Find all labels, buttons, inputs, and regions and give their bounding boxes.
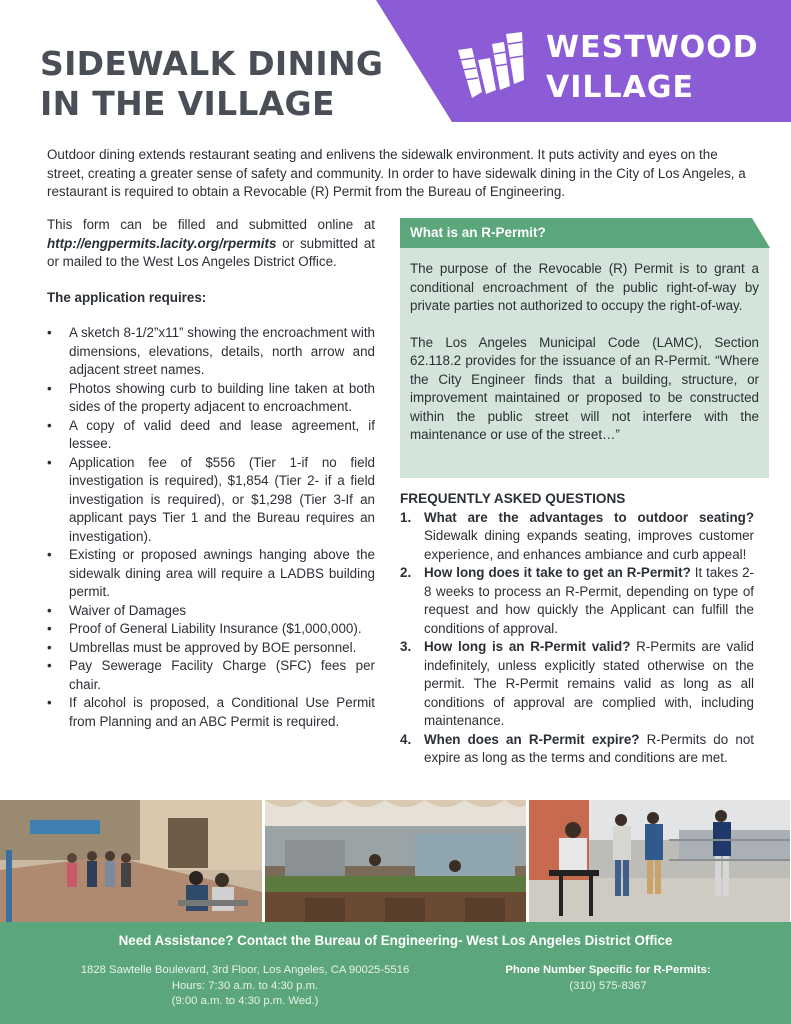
faq-list (400, 509, 754, 768)
page-title-line-2: IN THE VILLAGE (40, 84, 335, 123)
faq-number: 1. (400, 509, 412, 525)
faq-number: 3. (400, 639, 412, 654)
faq-question: What are the advantages to outdoor seating? (424, 509, 754, 525)
page-title-line-1: SIDEWALK DINING (40, 44, 384, 83)
form-text-after: or submitted at or mailed to the West Los Angeles District Office. (47, 235, 375, 269)
form-submission-text (47, 216, 375, 272)
list-item: • Waiver of Damages (47, 602, 375, 621)
footer-phone-block (478, 963, 738, 994)
footer-title: Need Assistance? Contact the Bureau of Engineering- West Los Angeles District Office (118, 933, 673, 948)
rpermit-tab (400, 218, 770, 248)
footer-phone-label: Phone Number Specific for R-Permits: (505, 964, 711, 976)
intro-paragraph: Outdoor dining extends restaurant seating and enlivens the sidewalk environment. It puts activity and eyes on the street, creating a greater sense of safety and community. In order to have sidewalk dining in the City of Los Angeles, a restaurant is required to obtain a Revocable (R) Permit from the Bureau of Engineering. (47, 147, 746, 199)
faq-answer: R-Permits do not expire as long as the terms and conditions are met. (424, 731, 754, 765)
footer-address: 1828 Sawtelle Boulevard, 3rd Floor, Los Angeles, CA 90025-5516 (80, 964, 410, 976)
rpermit-info-box (400, 218, 770, 478)
requirements-heading: The application requires: (47, 289, 207, 305)
faq-heading: FREQUENTLY ASKED QUESTIONS (400, 491, 626, 506)
list-item: • Proof of General Liability Insurance ($1,000,000). (47, 620, 375, 639)
header (0, 0, 791, 128)
faq-item (400, 638, 754, 731)
form-text-before: This form can be filled and submitted online at (47, 217, 375, 232)
rpermit-heading: What is an R-Permit? (410, 225, 546, 240)
list-item: • Application fee of $556 (Tier 1-if no field investigation is required), $1,854 (Tier 2- if a field investigation is required), or $1,298 (Tier 3-If an applicant pays Tier 1 and the Bureau requires an investigation). (47, 454, 375, 547)
requirements-list (47, 324, 375, 731)
list-item: • Existing or proposed awnings hanging above the sidewalk dining area will require a LADBS building permit. (47, 546, 375, 602)
faq-answer: Sidewalk dining expands seating, improves customer experience, and enhances ambiance and curb appeal! (424, 528, 754, 562)
footer-hours: Hours: 7:30 a.m. to 4:30 p.m. (171, 979, 319, 992)
footer-address-block (60, 963, 430, 1010)
faq-item (400, 509, 754, 565)
faq-answer: R-Permits are valid indefinitely, unless explicitly stated otherwise on the permit. The R-Permit remains valid as long as all conditions of approval are complied with, including maintenance. (424, 639, 754, 728)
faq-number: 4. (400, 731, 412, 747)
westwood-village-logo-icon (452, 30, 532, 106)
rpermits-link[interactable]: http://engpermits.lacity.org/rpermits (47, 235, 277, 251)
brand-line-1: WESTWOOD (546, 30, 759, 65)
page-title (40, 44, 383, 124)
faq-question: When does an R-Permit expire? (424, 731, 640, 747)
rpermit-body (400, 248, 769, 478)
footer (0, 922, 791, 1024)
faq-section (400, 490, 754, 768)
faq-item (400, 564, 754, 638)
list-item: • Photos showing curb to building line taken at both sides of the property adjacent to encroachment. (47, 380, 375, 417)
rpermit-paragraph-1: The purpose of the Revocable (R) Permit is to grant a conditional encroachment of the public right-of-way by private parties not authorized to occupy the right-of-way. (410, 261, 759, 313)
brand-line-2: VILLAGE (546, 70, 694, 105)
list-item: • If alcohol is proposed, a Conditional Use Permit from Planning and an ABC Permit is required. (47, 694, 375, 731)
application-column (47, 216, 375, 731)
faq-item (400, 731, 754, 768)
list-item: • Umbrellas must be approved by BOE personnel. (47, 639, 375, 658)
patio-dining-photo (265, 800, 527, 922)
list-item: • Pay Sewerage Facility Charge (SFC) fees per chair. (47, 657, 375, 694)
footer-hours-wed: (9:00 a.m. to 4:30 p.m. Wed.) (171, 995, 319, 1007)
faq-question: How long is an R-Permit valid? (424, 639, 631, 654)
faq-number: 2. (400, 565, 412, 580)
list-item: • A copy of valid deed and lease agreement, if lessee. (47, 417, 375, 454)
faq-answer: It takes 2-8 weeks to process an R-Permit, depending on type of request and how quickly the Applicant can fulfill the conditions of approval. (424, 565, 755, 636)
photo-strip (0, 800, 791, 922)
faq-question: How long does it take to get an R-Permit? (424, 565, 691, 580)
street-cafe-photo (529, 800, 791, 922)
sidewalk-pedestrians-photo (0, 800, 262, 922)
rpermit-paragraph-2: The Los Angeles Municipal Code (LAMC), Section 62.118.2 provides for the issuance of an R-Permit. “Where the City Engineer finds that a building, structure, or improvement maintained or proposed to be constructed within the public street will not interfere with the maintenance or use of the street…” (410, 334, 759, 442)
list-item: • A sketch 8-1/2”x11” showing the encroachment with dimensions, elevations, details, north arrow and adjacent street names. (47, 324, 375, 380)
footer-phone-number[interactable]: (310) 575-8367 (569, 979, 647, 992)
brand-wordmark (546, 28, 759, 108)
